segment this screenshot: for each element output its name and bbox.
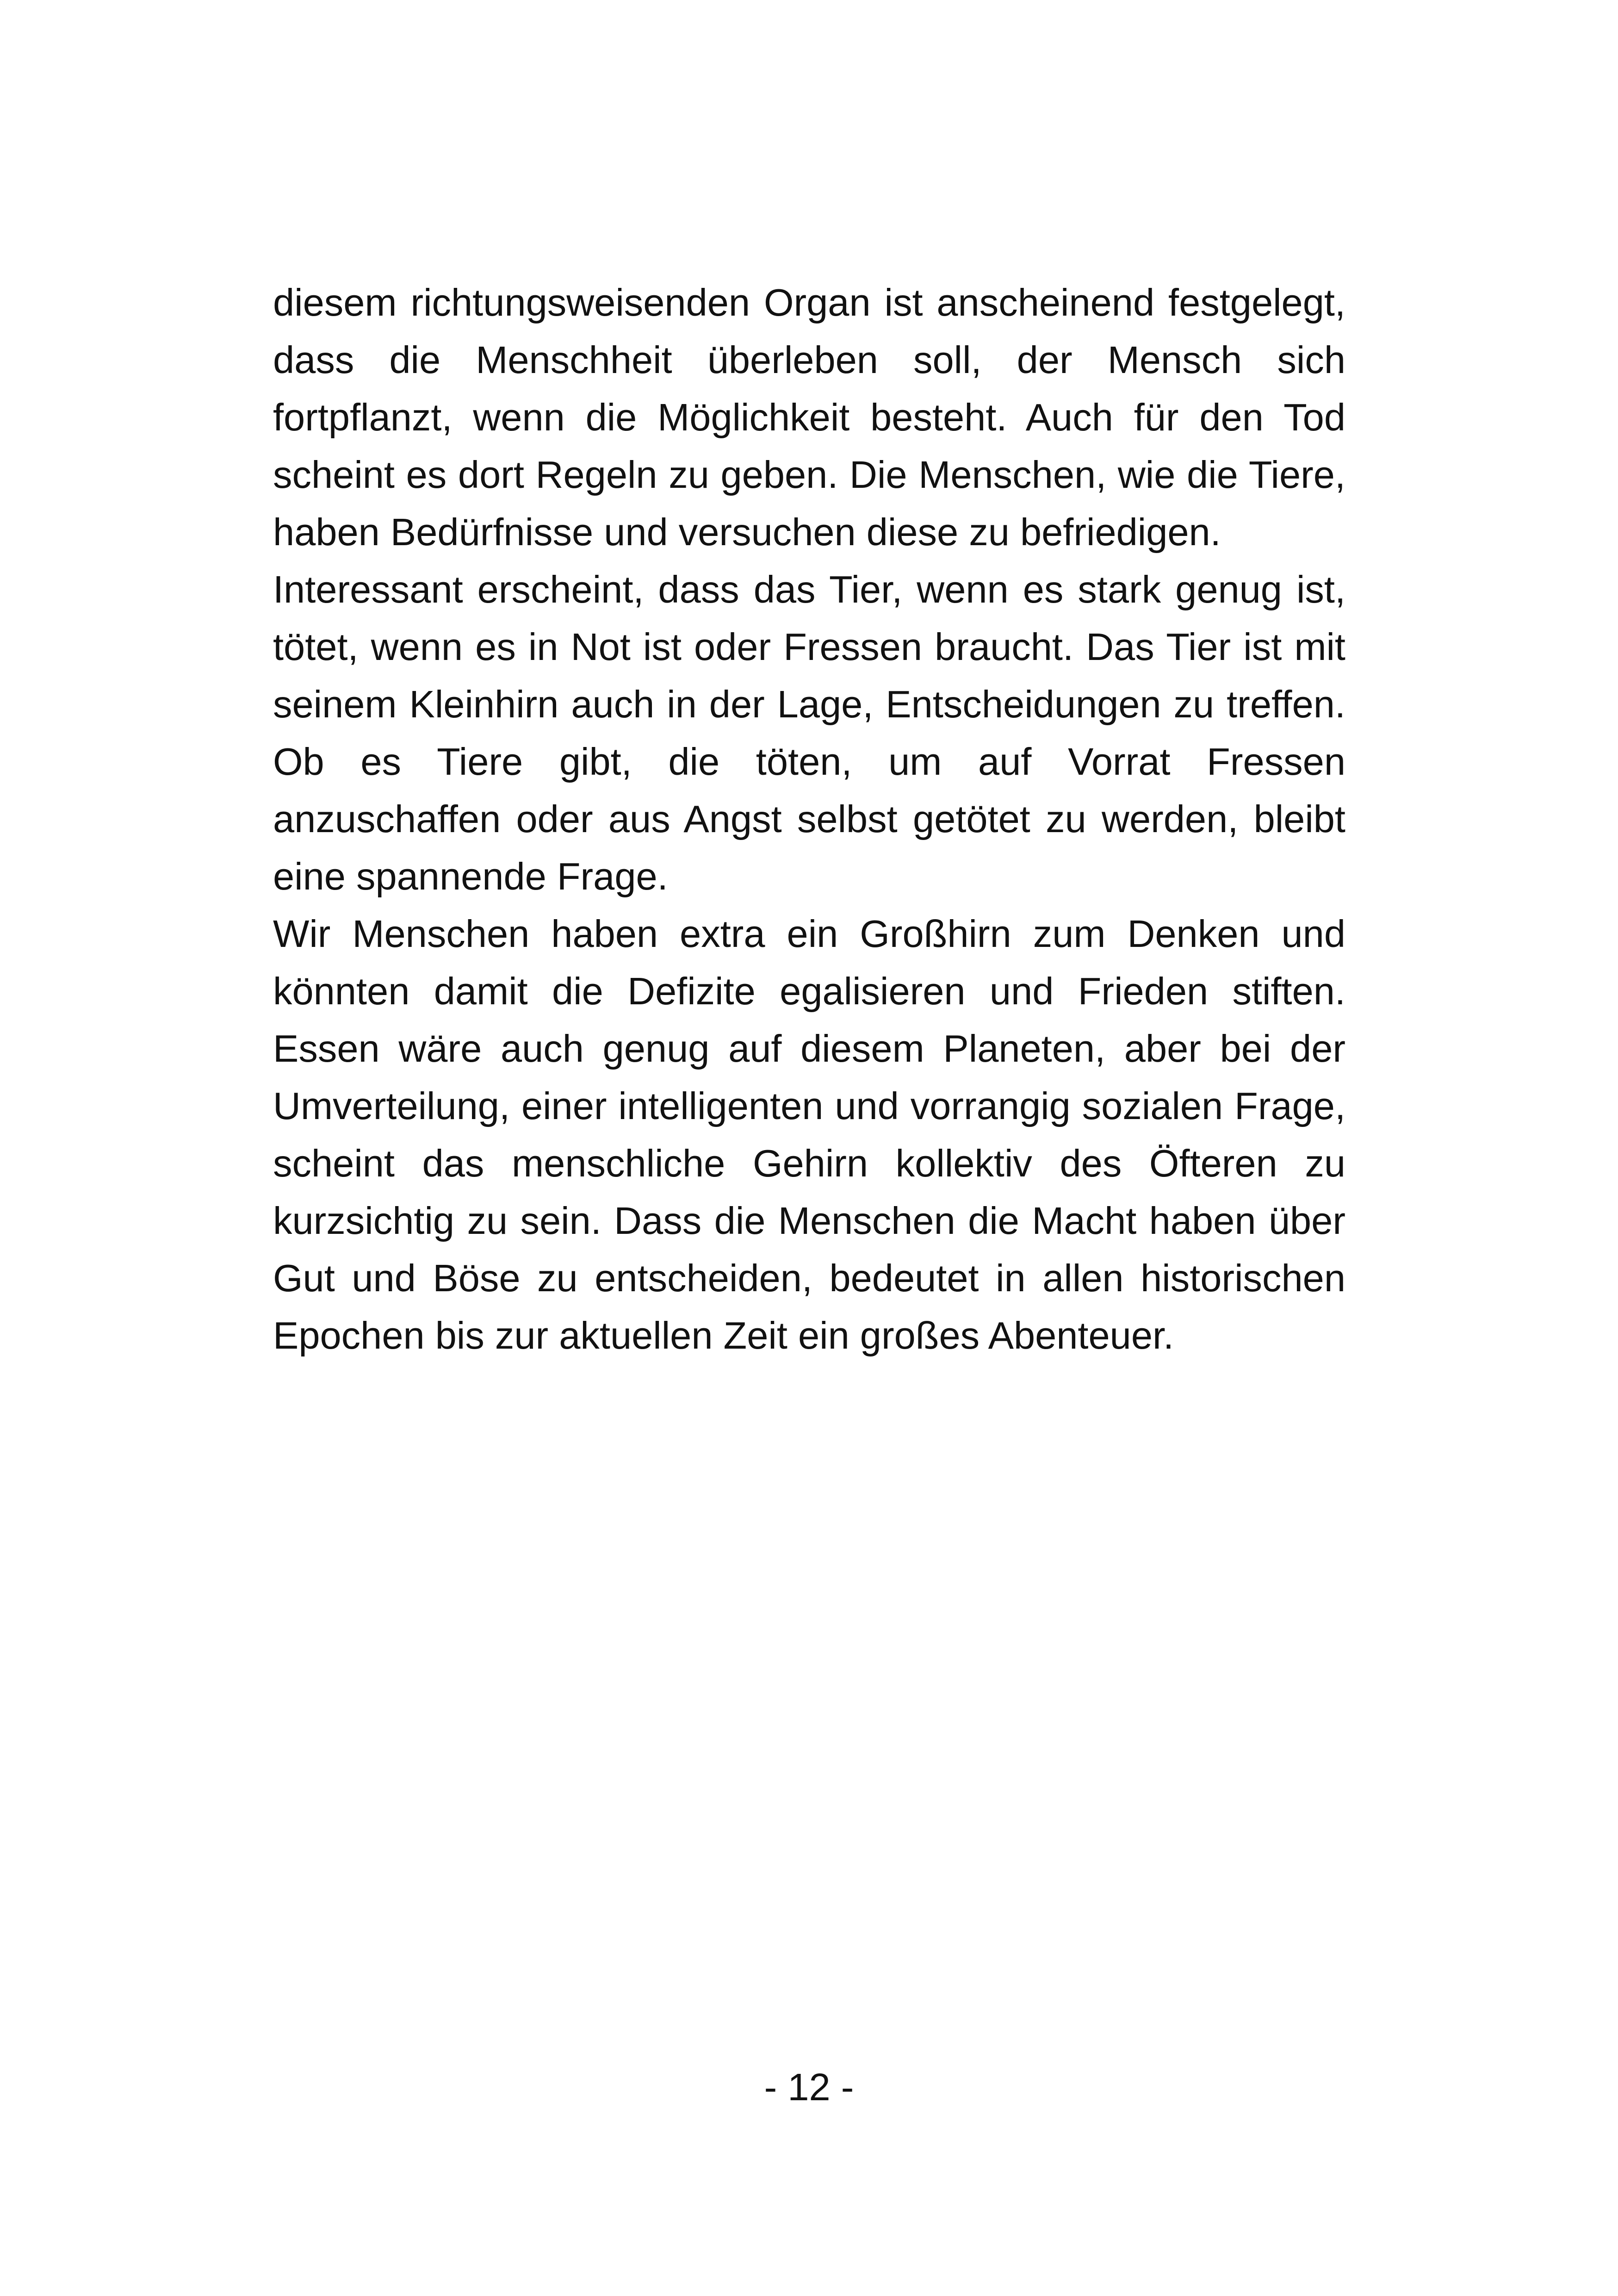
body-text — [273, 274, 1345, 1364]
paragraph-3: Wir Menschen haben extra ein Großhirn zum Denken und könnten damit die Defizite egalisieren und Frieden stiften. Essen wäre auch genug auf diesem Planeten, aber bei der Umverteilung, einer intelligenten und vorrangig sozialen Frage, scheint das menschliche Gehirn kollektiv des Öfteren zu kurzsichtig zu sein. Dass die Menschen die Macht haben über Gut und Böse zu entscheiden, bedeutet in allen historischen Epochen bis zur aktuellen Zeit ein großes Abenteuer. — [273, 912, 1345, 1357]
paragraph-1: diesem richtungsweisenden Organ ist anscheinend festgelegt, dass die Menschheit überleben soll, der Mensch sich fortpflanzt, wenn die Möglichkeit besteht. Auch für den Tod scheint es dort Regeln zu geben. Die Menschen, wie die Tiere, haben Bedürfnisse und versuchen diese zu befriedigen. — [273, 281, 1345, 554]
page-number: - 12 - — [764, 2066, 854, 2109]
paragraph-2: Interessant erscheint, dass das Tier, wenn es stark genug ist, tötet, wenn es in Not ist oder Fressen braucht. Das Tier ist mit seinem Kleinhirn auch in der Lage, Entscheidungen zu treffen. Ob es Tiere gibt, die töten, um auf Vorrat Fressen anzuschaffen oder aus Angst selbst getötet zu werden, bleibt eine spannende Frage. — [273, 568, 1345, 898]
